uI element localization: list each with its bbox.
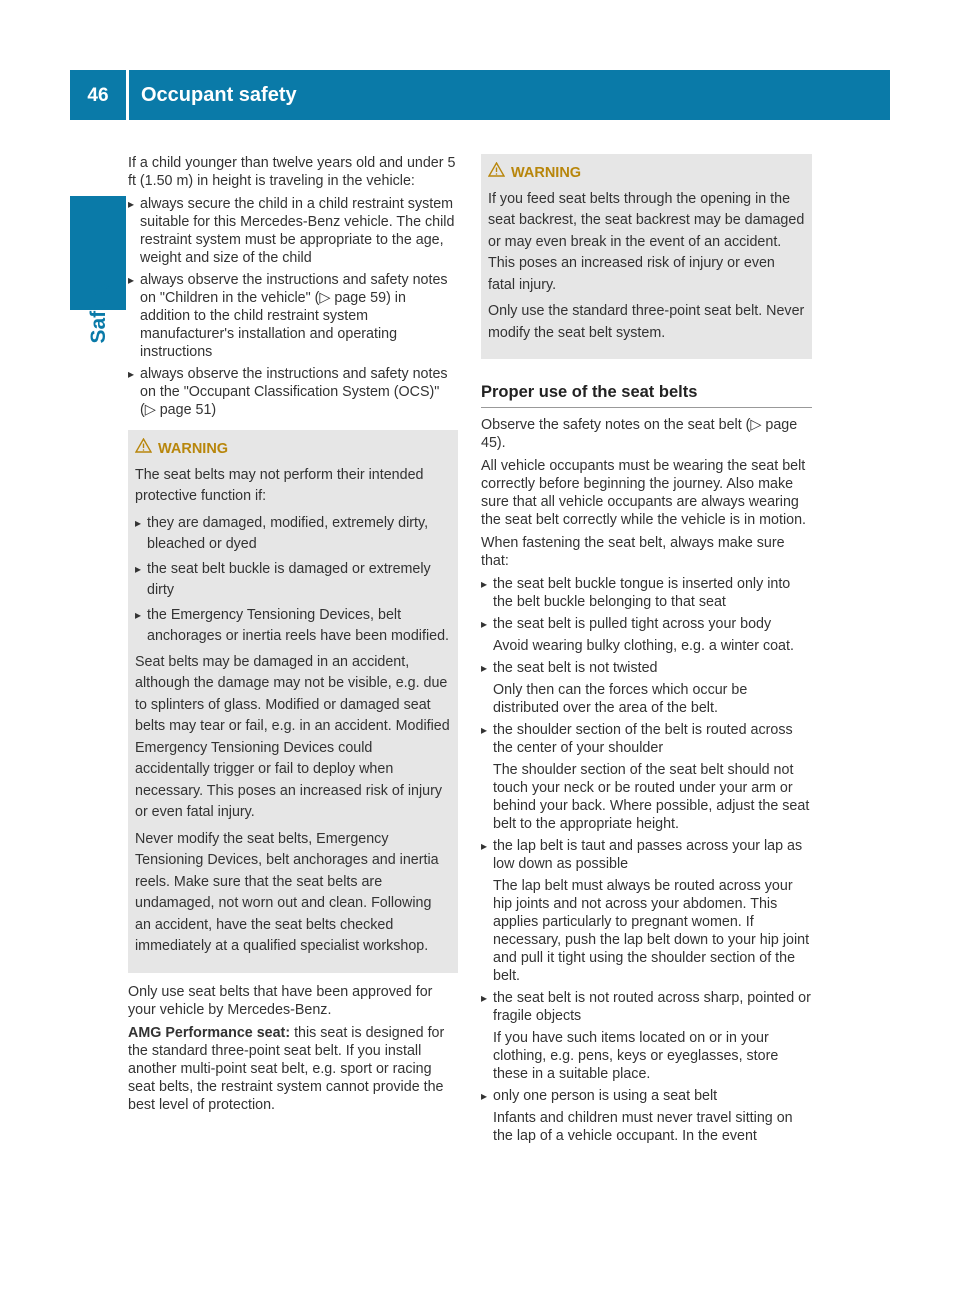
list-item-text: ▸ the seat belt is pulled tight across your body [493, 616, 772, 632]
body-paragraph: Observe the safety notes on the seat belt (▷ page 45). [481, 417, 798, 451]
warning-title: WARNING [158, 441, 229, 457]
child-intro: If a child younger than twelve years old and under 5 ft (1.50 m) in height is traveling in the vehicle: [128, 155, 456, 189]
list-item-detail: The shoulder section of the seat belt should not touch your neck or be routed under your arm or behind your back. Where possible, adjust the seat belt to the appropriate height. [493, 762, 810, 832]
warning-paragraph: If you feed seat belts through the opening in the seat backrest, the seat backrest may be damaged or may even break in the event of an accident. This poses an increased risk of injury or even fatal injury. [488, 190, 805, 293]
list-item-text: ▸ the seat belt is not twisted [493, 660, 658, 676]
list-item [481, 659, 812, 717]
warning-heading [135, 438, 451, 461]
approved-belts-note: Only use seat belts that have been approved for your vehicle by Mercedes-Benz. [128, 983, 433, 1018]
list-item [481, 837, 812, 985]
list-item-detail: Only then can the forces which occur be distributed over the area of the belt. [493, 682, 748, 716]
warning-intro: The seat belts may not perform their intended protective function if: [135, 466, 424, 504]
list-item [481, 615, 812, 655]
amg-label: AMG Performance seat: [128, 1024, 291, 1041]
warning-triangle-icon [488, 162, 505, 185]
list-item [481, 721, 812, 833]
list-item: ▸ always observe the instructions and safety notes on "Children in the vehicle" (▷ page 59) in addition to the child restraint system manufacturer's installation and operating instructions [128, 271, 458, 361]
list-item: ▸ the Emergency Tensioning Devices, belt anchorages or inertia reels have been modified. [135, 605, 451, 648]
warning-box [481, 154, 812, 359]
list-item: ▸ always secure the child in a child restraint system suitable for this Mercedes-Benz vehicle. The child restraint system must be appropriate to the age, weight and size of the child [128, 195, 458, 267]
seat-belt-checklist [481, 575, 812, 1145]
list-item: ▸ always observe the instructions and safety notes on the "Occupant Classification System (OCS)" (▷ page 51) [128, 365, 458, 419]
warning-paragraph: Seat belts may be damaged in an accident, although the damage may not be visible, e.g. due to splinters of glass. Modified or damaged seat belts may tear or fail, e.g. in an accident. Modified Emergency Tensioning Devices could accidentally trigger or fail to deploy when necessary. This poses an increased risk of injury or even fatal injury. [135, 653, 450, 820]
section-side-tab-label: Safety [87, 280, 110, 344]
list-item-detail: The lap belt must always be routed across your hip joints and not across your abdomen. This applies particularly to pregnant women. If necessary, push the lap belt down to your hip joint and pull it tight using the shoulder section of the belt. [493, 878, 810, 984]
warning-bullet-list [135, 513, 451, 648]
warning-heading [488, 162, 805, 185]
left-column [128, 154, 458, 1119]
right-column [481, 154, 812, 1149]
list-item-text: ▸ the seat belt is not routed across sharp, pointed or fragile objects [493, 990, 811, 1024]
header-separator [126, 70, 129, 120]
warning-box [128, 430, 458, 973]
section-side-tab [84, 262, 114, 362]
list-item-text: ▸ the lap belt is taut and passes across your lap as low down as possible [493, 838, 803, 872]
list-item: ▸ the seat belt buckle is damaged or extremely dirty [135, 559, 451, 602]
child-bullet-list [128, 195, 458, 419]
list-item [481, 575, 812, 611]
list-item-detail: Infants and children must never travel sitting on the lap of a vehicle occupant. In the event [493, 1110, 793, 1144]
list-item-detail: If you have such items located on or in your clothing, e.g. pens, keys or eyeglasses, store these in a suitable place. [493, 1030, 779, 1082]
list-item: ▸ they are damaged, modified, extremely dirty, bleached or dyed [135, 513, 451, 556]
page-number: 46 [87, 85, 109, 106]
amg-text: this seat is designed for the standard three-point seat belt. If you install another multi-point seat belt, e.g. sport or racing seat belts, the restraint system cannot provide the best level of protection. [128, 1024, 445, 1113]
list-item-detail: Avoid wearing bulky clothing, e.g. a winter coat. [493, 638, 794, 654]
list-item-text: ▸ the shoulder section of the belt is routed across the center of your shoulder [493, 722, 793, 756]
warning-triangle-icon [135, 438, 152, 461]
list-item [481, 989, 812, 1083]
list-item-text: ▸ only one person is using a seat belt [493, 1088, 718, 1104]
warning-paragraph: Only use the standard three-point seat belt. Never modify the seat belt system. [488, 303, 805, 341]
warning-paragraph: Never modify the seat belts, Emergency Tensioning Devices, belt anchorages and inertia reels. Make sure that the seat belts are undamaged, not worn out and clean. Following an accident, have the seat belts checked immediately at a qualified specialist workshop. [135, 830, 439, 954]
list-item [481, 1087, 812, 1145]
body-paragraph: When fastening the seat belt, always make sure that: [481, 535, 785, 569]
warning-title: WARNING [511, 165, 582, 181]
section-heading: Proper use of the seat belts [481, 383, 812, 408]
body-paragraph: All vehicle occupants must be wearing the seat belt correctly before beginning the journey. Also make sure that all vehicle occupants are always wearing the seat belt correctly while the vehicle is in motion. [481, 458, 807, 528]
page-title: Occupant safety [141, 84, 297, 106]
list-item-text: ▸ the seat belt buckle tongue is inserted only into the belt buckle belonging to that seat [493, 576, 791, 610]
amg-paragraph [128, 1024, 458, 1114]
